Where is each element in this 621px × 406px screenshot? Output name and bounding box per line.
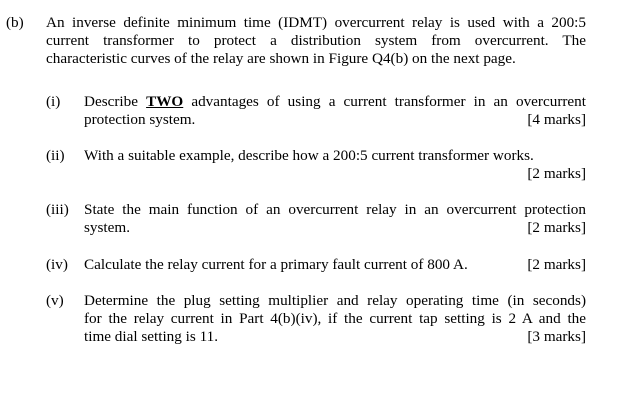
part-text: Calculate the relay current for a primary fault current of 800 A. bbox=[84, 256, 468, 273]
marks-label: [2 marks] bbox=[527, 256, 586, 273]
marks-label: [2 marks] bbox=[527, 219, 586, 236]
intro-line-1: An inverse definite minimum time (IDMT) overcurrent relay is used with a 200:5 bbox=[46, 14, 586, 31]
marks-label: [4 marks] bbox=[527, 111, 586, 128]
part-text: time dial setting is 11. bbox=[84, 328, 219, 345]
part-body bbox=[84, 256, 586, 274]
part-body bbox=[84, 201, 586, 237]
part-label: (iv) bbox=[46, 256, 68, 273]
part-body bbox=[84, 93, 586, 129]
part-line-with-marks bbox=[84, 111, 586, 129]
part-text: With a suitable example, describe how a 200:5 current transformer works. bbox=[84, 147, 534, 164]
part-line-with-marks bbox=[84, 328, 586, 346]
intro-line-2: current transformer to protect a distribution system from overcurrent. The bbox=[46, 32, 586, 49]
part-text: Determine the plug setting multiplier and relay operating time (in seconds) bbox=[84, 292, 586, 309]
part-label: (i) bbox=[46, 93, 61, 110]
question-label: (b) bbox=[6, 14, 24, 31]
part-label: (iii) bbox=[46, 201, 69, 218]
part-text: advantages of using a current transformer in an overcurrent bbox=[183, 93, 586, 110]
part-line-with-marks bbox=[84, 256, 586, 274]
marks-label: [2 marks] bbox=[527, 165, 586, 182]
part-text: Describe bbox=[84, 93, 147, 110]
intro-line-3: characteristic curves of the relay are shown in Figure Q4(b) on the next page. bbox=[46, 50, 516, 67]
part-label: (v) bbox=[46, 292, 64, 309]
part-text: system. bbox=[84, 219, 130, 236]
part-label: (ii) bbox=[46, 147, 65, 164]
emphasis-text: TWO bbox=[146, 93, 184, 110]
part-body bbox=[84, 292, 586, 346]
part-line-with-marks bbox=[84, 219, 586, 237]
part-line bbox=[84, 93, 586, 111]
part-text: State the main function of an overcurrent relay in an overcurrent protection bbox=[84, 201, 586, 218]
marks-label: [3 marks] bbox=[527, 328, 586, 345]
part-text: protection system. bbox=[84, 111, 196, 128]
part-text: for the relay current in Part 4(b)(iv), if the current tap setting is 2 A and the bbox=[84, 310, 586, 327]
question-intro bbox=[46, 14, 586, 68]
part-body bbox=[84, 147, 586, 183]
